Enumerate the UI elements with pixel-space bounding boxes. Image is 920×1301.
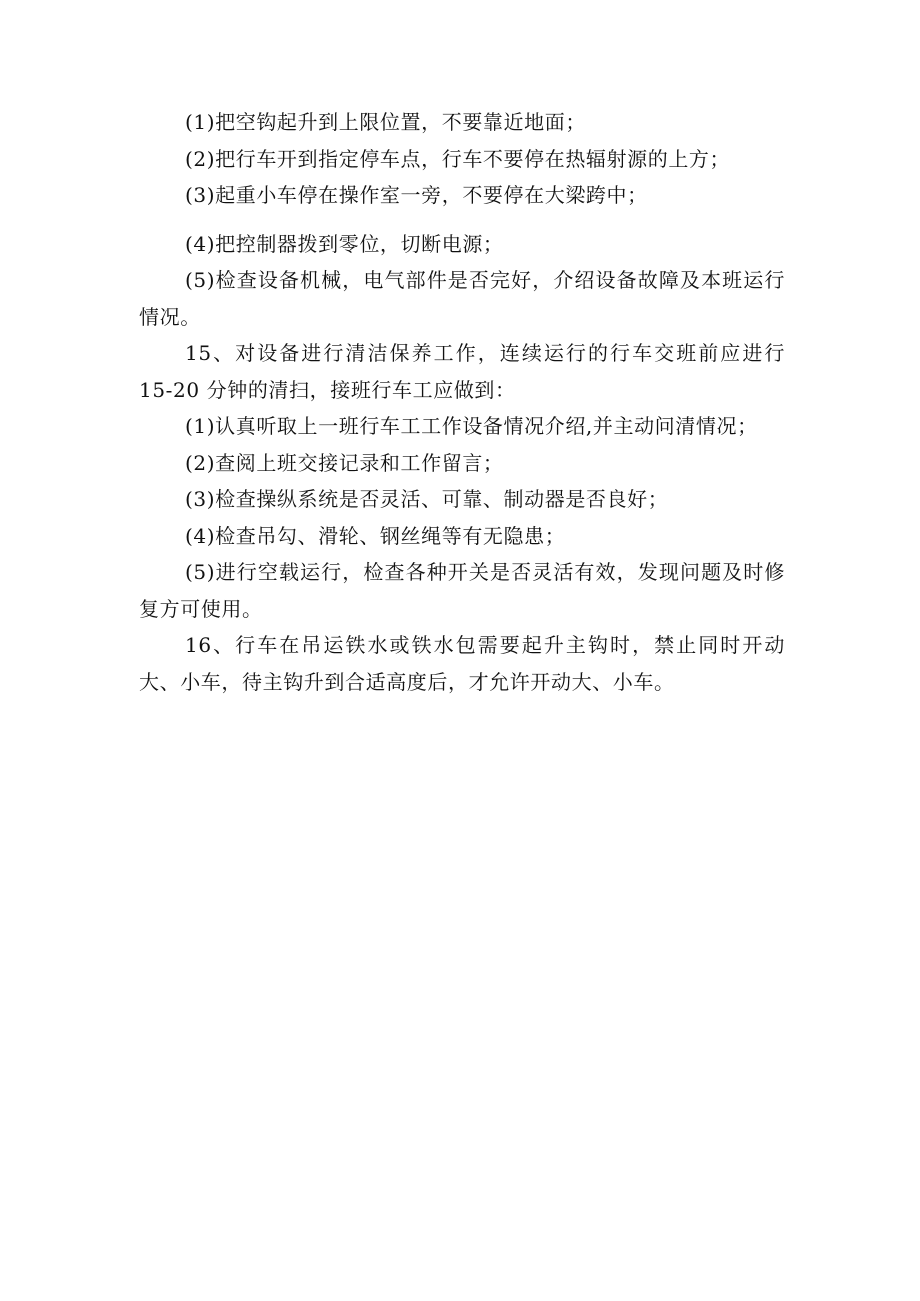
paragraph-shutdown-item-3: (3)起重小车停在操作室一旁，不要停在大梁跨中； (185, 183, 648, 207)
paragraph-shutdown-item-4: (4)把控制器拨到零位，切断电源； (185, 231, 504, 256)
paragraph-handover-item-1: (1)认真听取上一班行车工工作设备情况介绍,并主动问清情况； (185, 414, 758, 438)
document-body (139, 104, 785, 700)
paragraph-rule-15: 15、对设备进行清洁保养工作，连续运行的行车交班前应进行 15-20 分钟的清扫，接班行车工应做到： (139, 341, 785, 402)
paragraph-shutdown-item-5: (5)检查设备机械，电气部件是否完好，介绍设备故障及本班运行情况。 (139, 268, 785, 329)
paragraph-rule-16: 16、行车在吊运铁水或铁水包需要起升主钩时，禁止同时开动大、小车，待主钩升到合适高度后，才允许开动大、小车。 (139, 633, 785, 694)
paragraph-shutdown-item-1: (1)把空钩起升到上限位置，不要靠近地面； (185, 110, 586, 134)
paragraph-shutdown-item-2: (2)把行车开到指定停车点，行车不要停在热辐射源的上方； (185, 146, 731, 171)
paragraph-handover-item-5: (5)进行空载运行，检查各种开关是否灵活有效，发现问题及时修复方可使用。 (139, 560, 785, 621)
paragraph-handover-item-2: (2)查阅上班交接记录和工作留言； (185, 450, 504, 475)
paragraph-handover-item-3: (3)检查操纵系统是否灵活、可靠、制动器是否良好； (185, 487, 669, 511)
paragraph-handover-item-4: (4)检查吊勾、滑轮、钢丝绳等有无隐患； (185, 523, 566, 548)
